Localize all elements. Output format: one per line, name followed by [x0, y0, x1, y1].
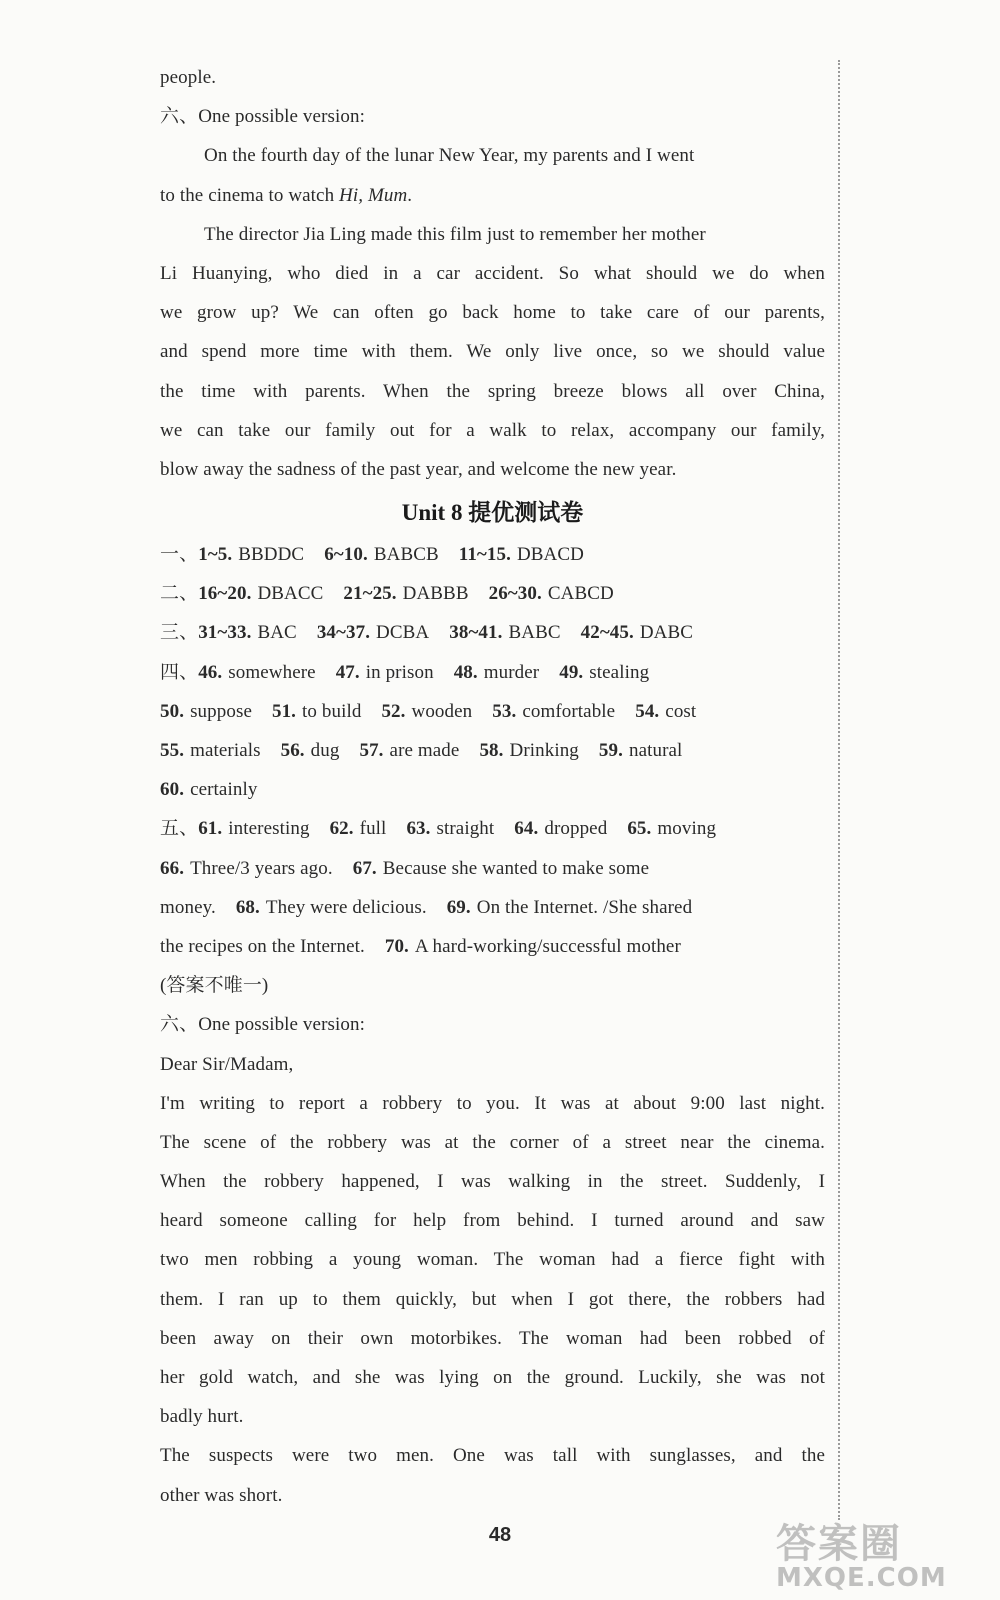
answer-item — [324, 544, 439, 565]
answer-item — [160, 897, 216, 918]
answer-text: are made — [389, 740, 460, 761]
answer-item — [489, 583, 614, 604]
answer-row: 四、46. somewhere 47. in prison 48. murder 49. stealing — [160, 661, 650, 683]
text-line: The suspects were two men. One was tall with sunglasses, and the — [160, 1445, 825, 1467]
section-title: Unit 8 提优测试卷 — [401, 500, 584, 526]
answer-item — [492, 701, 615, 722]
question-number: 42~45. — [580, 622, 634, 644]
question-number: 26~30. — [488, 583, 542, 605]
question-number: 46. — [198, 661, 223, 683]
answer-row — [160, 888, 825, 927]
question-number: 11~15. — [458, 544, 511, 566]
answer-text: money. — [160, 896, 216, 918]
answer-text: DABC — [639, 622, 694, 644]
text-line: I'm writing to report a robbery to you. It was at about 9:00 last night. — [160, 1092, 825, 1114]
text-line: people. — [160, 67, 217, 88]
answer-text: the recipes on the Internet. — [160, 935, 365, 957]
answer-item — [160, 740, 261, 761]
text-line: and spend more time with them. We only live once, so we should value — [160, 341, 825, 363]
answer-text: Drinking — [509, 740, 579, 761]
answer-item — [559, 662, 649, 683]
text-line: Li Huanying, who died in a car accident. So what should we do when — [160, 262, 825, 284]
question-number: 58. — [479, 740, 504, 761]
section-heading: 六、One possible version: — [160, 106, 365, 128]
question-number: 67. — [352, 857, 377, 879]
essay-one — [160, 136, 825, 489]
answer-item — [459, 544, 584, 565]
answer-text: comfortable — [522, 700, 616, 722]
answer-item — [385, 936, 681, 957]
answer-item — [447, 897, 693, 918]
answer-text: natural — [628, 740, 683, 761]
answer-item — [330, 818, 387, 839]
answer-item — [359, 740, 459, 761]
text-line: The director Jia Ling made this film just to remember her mother — [204, 223, 706, 245]
answer-row: 二、16~20. DBACC 21~25. DABBB 26~30. CABCD — [160, 583, 614, 605]
answer-text: moving — [657, 818, 717, 840]
answer-item — [281, 740, 340, 761]
answer-item — [272, 701, 361, 722]
answer-item — [160, 858, 333, 879]
film-title: Hi, Mum — [339, 184, 408, 206]
answer-item — [198, 622, 297, 643]
answer-item — [236, 897, 427, 918]
text-line: On the fourth day of the lunar New Year, my parents and I went — [204, 145, 695, 167]
answer-text: DCBA — [376, 622, 430, 644]
answer-row — [160, 692, 825, 731]
answer-item — [406, 818, 494, 839]
watermark-logo — [776, 1512, 976, 1593]
question-number: 16~20. — [198, 583, 252, 605]
answer-item — [635, 701, 696, 722]
answer-text: certainly — [190, 779, 258, 801]
answer-text: A hard-working/successful mother — [414, 935, 681, 957]
answer-row: 一、1~5. BBDDC 6~10. BABCB 11~15. DBACD — [160, 544, 584, 566]
answer-item — [454, 662, 540, 683]
text-line: the time with parents. When the spring breeze blows all over China, — [160, 380, 825, 402]
answer-text: somewhere — [228, 661, 316, 683]
answer-text: to build — [302, 700, 362, 722]
answer-row — [160, 966, 825, 1005]
answer-text: in prison — [365, 661, 434, 683]
answer-item — [336, 662, 434, 683]
question-number: 51. — [271, 700, 297, 722]
question-number: 59. — [598, 740, 623, 761]
question-number: 62. — [329, 818, 354, 840]
answer-text: DABBB — [402, 583, 469, 605]
answer-text: BABCB — [373, 544, 439, 566]
question-number: 53. — [492, 700, 517, 722]
answer-text: wooden — [411, 700, 473, 722]
question-number: 54. — [635, 700, 660, 722]
text-line: we can take our family out for a walk to relax, accompany our family, — [160, 419, 825, 441]
question-number: 21~25. — [343, 583, 397, 605]
question-number: 47. — [335, 661, 360, 683]
answer-text: suppose — [190, 700, 252, 722]
question-number: 68. — [235, 896, 260, 918]
question-number: 55. — [160, 740, 185, 761]
question-number: 50. — [160, 700, 185, 722]
answer-key — [160, 535, 825, 1005]
answer-row — [160, 770, 825, 809]
question-number: 63. — [406, 818, 431, 840]
answer-text: stealing — [589, 661, 650, 683]
answer-item — [160, 936, 365, 957]
question-number: 1~5. — [198, 544, 233, 566]
answer-item — [160, 779, 257, 800]
text-line: her gold watch, and she was lying on the ground. Luckily, she was not — [160, 1367, 825, 1388]
text-line: other was short. — [160, 1484, 283, 1506]
page-content — [160, 58, 825, 1515]
answer-item — [627, 818, 716, 839]
section-heading: 六、One possible version: — [160, 1014, 365, 1036]
answer-item — [479, 740, 578, 761]
text-line: heard someone calling for help from behind. I turned around and saw — [160, 1210, 825, 1232]
question-number: 49. — [559, 661, 584, 683]
answer-text: materials — [190, 740, 261, 761]
answer-item — [381, 701, 472, 722]
text-line: we grow up? We can often go back home to take care of our parents, — [160, 302, 825, 324]
answer-item — [581, 622, 693, 643]
answer-text: DBACD — [516, 544, 584, 566]
question-number: 52. — [381, 700, 406, 722]
text-line: When the robbery happened, I was walking in the street. Suddenly, I — [160, 1171, 825, 1193]
answer-item — [160, 701, 252, 722]
answer-text: Because she wanted to make some — [382, 857, 650, 879]
answer-text: Three/3 years ago. — [190, 857, 333, 879]
answer-text: BBDDC — [238, 544, 305, 566]
question-number: 57. — [359, 740, 384, 761]
answer-text: murder — [483, 661, 540, 683]
answer-item — [160, 975, 268, 996]
answer-text: interesting — [228, 818, 310, 840]
question-number: 38~41. — [449, 622, 503, 644]
answer-item — [343, 583, 468, 604]
answer-item — [198, 662, 315, 683]
answer-item — [198, 544, 304, 565]
question-number: 60. — [160, 779, 185, 801]
question-number: 64. — [514, 818, 539, 840]
question-number: 6~10. — [324, 544, 368, 566]
answer-item — [198, 583, 323, 604]
answer-text: full — [359, 818, 387, 840]
question-number: 48. — [453, 661, 478, 683]
text-line: The scene of the robbery was at the corner of a street near the cinema. — [160, 1131, 825, 1153]
answer-text: CABCD — [547, 583, 614, 605]
answer-row — [160, 927, 825, 966]
question-number: 66. — [160, 857, 185, 879]
question-number: 56. — [280, 740, 305, 761]
answer-text: BAC — [257, 622, 297, 644]
answer-text: cost — [665, 700, 697, 722]
text-line: two men robbing a young woman. The woman had a fierce fight with — [160, 1249, 825, 1271]
answer-text: dropped — [544, 818, 608, 840]
text-line: blow away the sadness of the past year, and welcome the new year. — [160, 458, 677, 480]
answer-row — [160, 849, 825, 888]
answer-text: straight — [436, 818, 495, 840]
answer-text: DBACC — [257, 583, 324, 605]
answer-text: BABC — [508, 622, 561, 644]
answer-text: On the Internet. /She shared — [476, 896, 693, 918]
answer-item — [514, 818, 607, 839]
answer-item — [198, 818, 309, 839]
answer-text: They were delicious. — [265, 896, 427, 918]
answer-text: (答案不唯一) — [160, 975, 269, 997]
answer-text: dug — [310, 740, 340, 761]
page-number: 48 — [488, 1524, 512, 1546]
text-line: badly hurt. — [160, 1406, 244, 1428]
question-number: 70. — [384, 935, 409, 957]
margin-dotted-rule — [838, 60, 840, 1520]
question-number: 69. — [446, 896, 471, 918]
text-line: to the cinema to watch Hi, Mum. — [160, 184, 413, 206]
question-number: 34~37. — [316, 622, 371, 644]
watermark-url: MXQE.COM — [776, 1563, 947, 1593]
question-number: 65. — [627, 818, 652, 840]
answer-item — [317, 622, 429, 643]
essay-two — [160, 1045, 825, 1515]
text-line: them. I ran up to them quickly, but when I got there, the robbers had — [160, 1288, 825, 1310]
answer-row: 五、61. interesting 62. full 63. straight 64. dropped 65. moving — [160, 818, 717, 840]
text-line: been away on their own motorbikes. The woman had been robbed of — [160, 1327, 825, 1349]
question-number: 31~33. — [198, 622, 252, 644]
watermark-text: 答案圈 — [776, 1521, 902, 1567]
answer-item — [353, 858, 649, 879]
answer-row — [160, 731, 825, 770]
answer-item — [599, 740, 683, 761]
question-number: 61. — [198, 818, 223, 840]
text-line: Dear Sir/Madam, — [160, 1053, 294, 1075]
answer-row: 三、31~33. BAC 34~37. DCBA 38~41. BABC 42~45. DABC — [160, 622, 694, 644]
answer-item — [449, 622, 560, 643]
